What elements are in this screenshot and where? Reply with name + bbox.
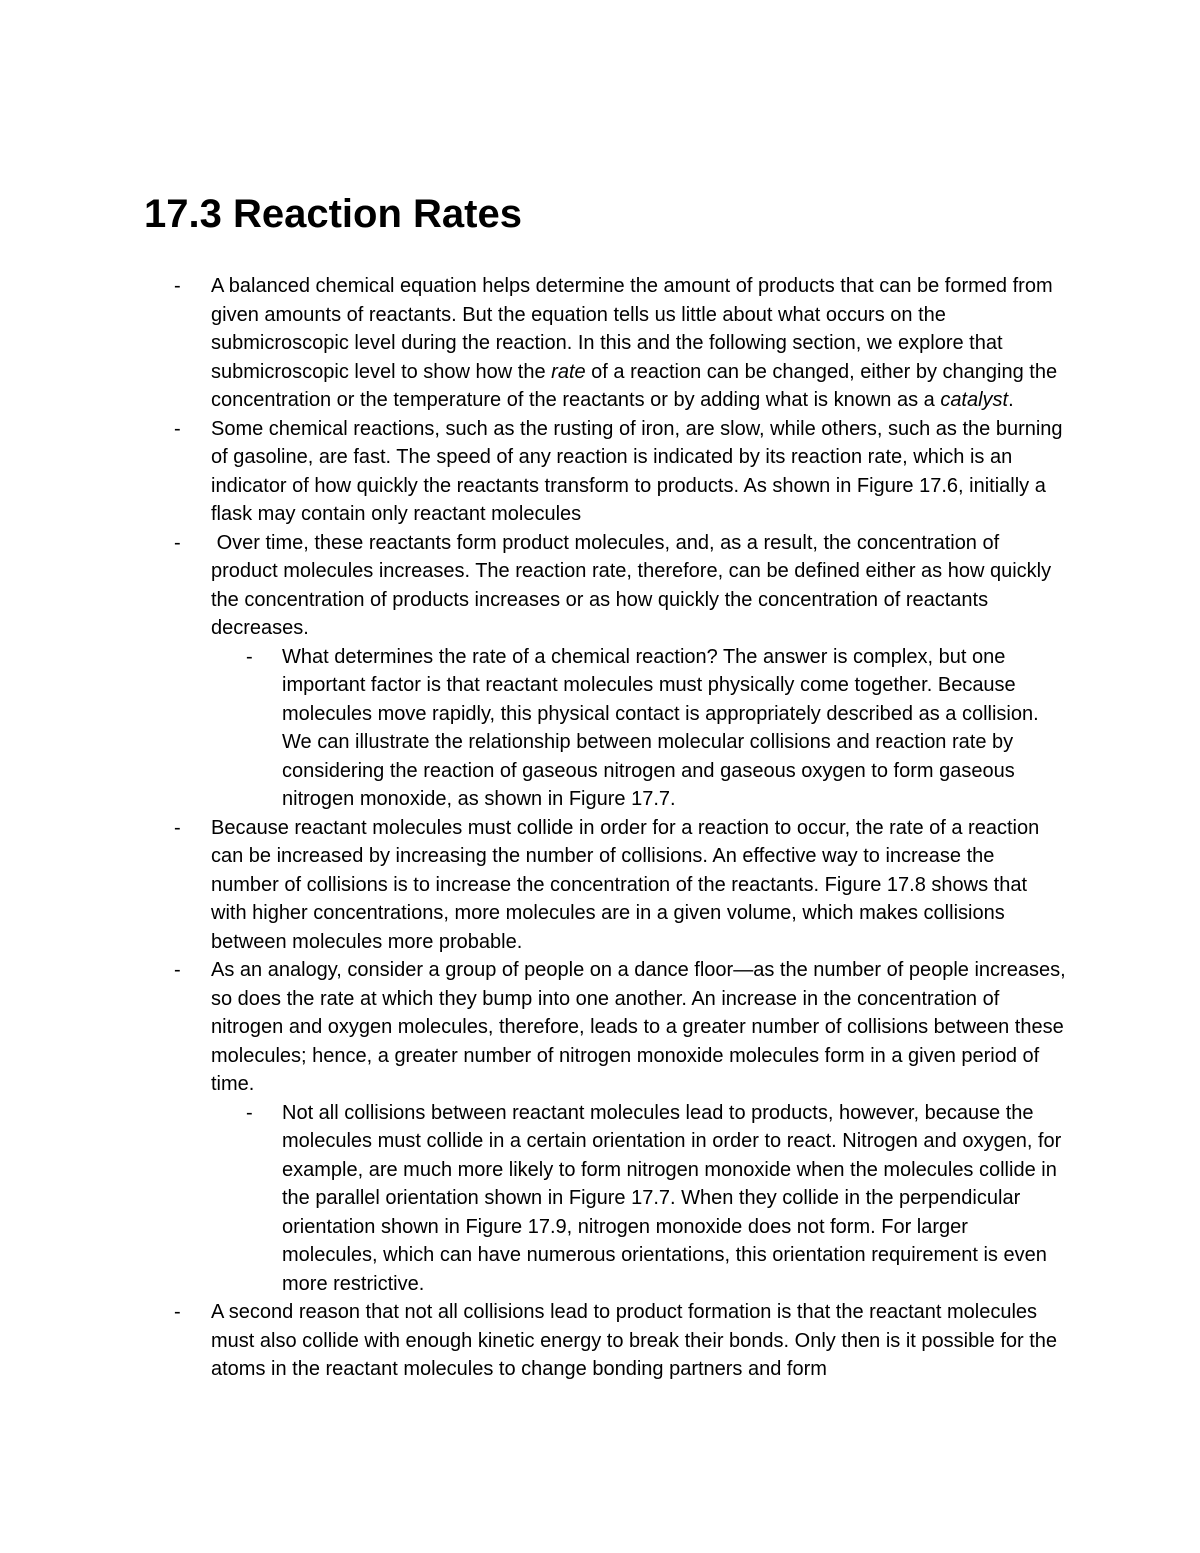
bullet-dash: - — [174, 1301, 181, 1323]
list-item — [0, 272, 1066, 415]
bullet-dash: - — [174, 959, 181, 981]
list-item-nested — [0, 1099, 1067, 1299]
list-item — [0, 529, 1066, 643]
bullet-dash: - — [246, 1101, 253, 1124]
list-item — [0, 814, 1066, 957]
list-item — [0, 415, 1066, 529]
list-item — [0, 1298, 1066, 1384]
bullet-dash: - — [174, 816, 181, 839]
list-item-text: Because reactant molecules must collide in order for a reaction to occur, the rate of a reaction can be increased by increasing the number of collisions. An effective way to increase the number of collisions is to increase the concentration of the reactants. Figure 17.8 shows that with higher concentrations, more molecules are in a given volume, which makes collisions between molecules more probable. — [211, 816, 1040, 953]
emphasis-rate: rate — [551, 360, 586, 383]
list-item-nested — [0, 643, 1067, 814]
list-item-text: A second reason that not all collisions lead to product formation is that the reactant molecules must also collide with enough kinetic energy to break their bonds. Only then is it possible for the atoms in the reactant molecules to change bonding partners and form — [211, 1301, 1058, 1380]
emphasis-catalyst: catalyst — [940, 389, 1009, 411]
list-item — [0, 956, 1066, 1099]
bullet-dash: - — [246, 645, 253, 668]
list-item-text: Some chemical reactions, such as the rusting of iron, are slow, while others, such as the burning of gasoline, are fast. The speed of any reaction is indicated by its reaction rate, which is an indicator of how quickly the reactants transform to products. As shown in Figure 17.6, initially a flask may contain only reactant molecules — [211, 417, 1063, 525]
bullet-dash: - — [174, 275, 181, 297]
list-item-text: As an analogy, consider a group of people on a dance floor—as the number of people increases, so does the rate at which they bump into one another. An increase in the concentration of nitrogen and oxygen molecules, therefore, leads to a greater number of collisions between these molecules; hence, a greater number of nitrogen monoxide molecules form in a given period of time. — [211, 959, 1066, 1095]
list-item-text: Not all collisions between reactant molecules lead to products, however, because the molecules must collide in a certain orientation in order to react. Nitrogen and oxygen, for example, are much more likely to form nitrogen monoxide when the molecules collide in the parallel orientation shown in Figure 17.7. When they collide in the perpendicular orientation shown in Figure 17.9, nitrogen monoxide does not form. For larger molecules, which can have numerous orientations, this orientation requirement is even more restrictive. — [282, 1101, 1062, 1295]
list-item-text: What determines the rate of a chemical reaction? The answer is complex, but one important factor is that reactant molecules must physically come together. Because molecules move rapidly, this physical contact is appropriately described as a collision. We can illustrate the relationship between molecular collisions and reaction rate by considering the reaction of gaseous nitrogen and gaseous oxygen to form gaseous nitrogen monoxide, as shown in Figure 17.7. — [282, 645, 1039, 810]
list-item-text: A balanced chemical equation helps determine the amount of products that can be formed from given amounts of reactants. But the equation tells us little about what occurs on the submicroscopic level during the reaction. In this and the following section, we explore that submicroscopic level to show how the rate of a reaction can be changed, either by changing the concentration or the temperature of the reactants or by adding what is known as a catalyst. — [211, 275, 1058, 411]
section-heading: 17.3 Reaction Rates — [144, 192, 522, 236]
list-item-text: Over time, these reactants form product molecules, and, as a result, the concentration of product molecules increases. The reaction rate, therefore, can be defined either as how quickly the concentration of products increases or as how quickly the concentration of reactants decreases. — [211, 531, 1057, 639]
bullet-list — [0, 272, 1200, 1384]
bullet-dash: - — [174, 417, 181, 440]
bullet-dash: - — [174, 531, 181, 554]
